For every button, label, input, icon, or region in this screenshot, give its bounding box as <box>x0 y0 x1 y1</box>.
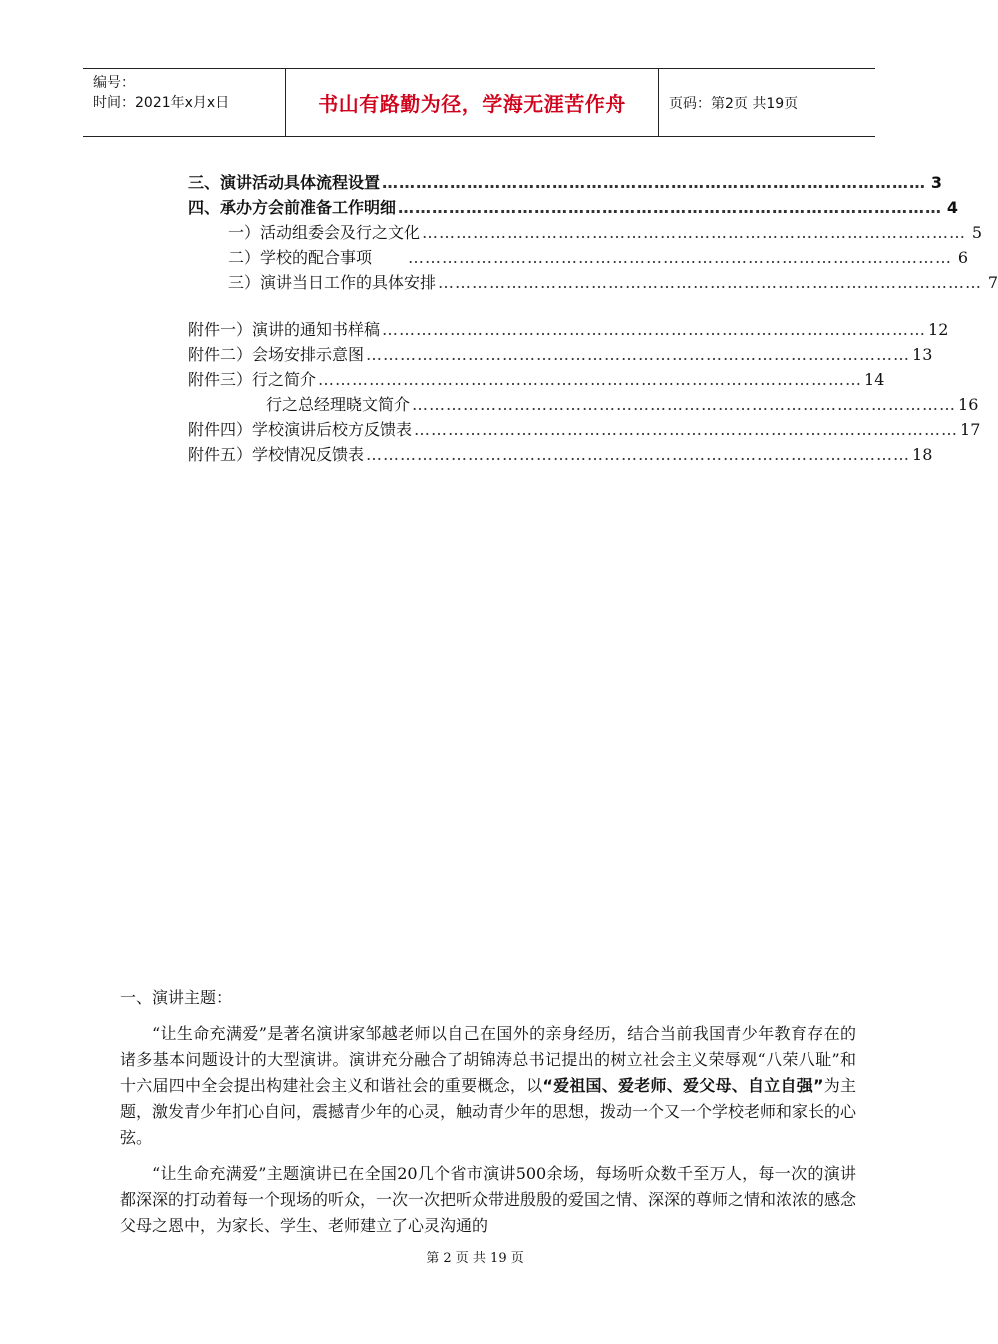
toc-entry-page: 16 <box>958 395 979 414</box>
toc-entry-title: 附件二）会场安排示意图 <box>188 345 365 364</box>
toc-leader: …………………………………………………………………………………… <box>382 320 927 339</box>
toc-entry-page: 5 <box>971 223 983 242</box>
toc-entry[interactable] <box>188 392 979 417</box>
toc-entry-title: 行之总经理晓文简介 <box>266 395 411 414</box>
paragraph-text: 为主题，激发青少年扪心自问，震撼青少年的心灵，触动青少年的思想，拨动一个又一个学校老师和家长的心弦。 <box>120 1076 857 1147</box>
toc-leader: …………………………………………………………………………………… <box>408 248 953 267</box>
toc-entry-title: 三）演讲当日工作的具体安排 <box>228 273 437 292</box>
page-header <box>83 68 875 137</box>
toc-entry-title: 二）学校的配合事项 <box>228 248 373 267</box>
section-title: 一、演讲主题： <box>120 988 233 1007</box>
toc-entry[interactable] <box>188 195 959 220</box>
toc-entry[interactable] <box>188 367 885 392</box>
toc-leader: …………………………………………………………………………………… <box>414 420 959 439</box>
toc-entry-title: 附件三）行之简介 <box>188 370 317 389</box>
toc-entry-page: 14 <box>864 370 885 389</box>
toc-spacer <box>188 295 770 317</box>
toc-entry[interactable] <box>188 245 969 270</box>
toc-entry-page: 7 <box>987 273 998 292</box>
toc-entry[interactable] <box>188 342 933 367</box>
toc-entry[interactable] <box>188 170 943 195</box>
toc-entry-page: 4 <box>946 198 959 217</box>
toc-leader: …………………………………………………………………………………… <box>366 345 911 364</box>
toc-entry-title: 三、演讲活动具体流程设置 <box>188 173 381 192</box>
toc-entry-page: 6 <box>957 248 969 267</box>
emphasis-text: “爱祖国、爱老师、爱父母、自立自强” <box>542 1076 824 1095</box>
paragraph-text: “让生命充满爱”是著名演讲家邹越老师以自己在国外的亲身经历，结合当前我国青少年教育存在的诸多基本问题设计的大型演讲。演讲充分融合了胡锦涛总书记提出的树立社会主义荣辱观“八荣八耻”和十六届四中全会提出构建社会主义和谐社会的重要概念，以 <box>120 1024 856 1095</box>
toc-leader: …………………………………………………………………………………… <box>438 273 983 292</box>
toc-leader: …………………………………………………………………………………… <box>398 198 943 217</box>
header-motto: 书山有路勤为径，学海无涯苦作舟 <box>285 69 659 136</box>
toc-leader: …………………………………………………………………………………… <box>382 173 927 192</box>
number-label: 编号： <box>93 75 135 91</box>
toc-entry[interactable] <box>188 317 949 342</box>
paragraph <box>120 1021 856 1151</box>
toc-entry-title: 附件五）学校情况反馈表 <box>188 445 365 464</box>
toc-leader: …………………………………………………………………………………… <box>366 445 911 464</box>
toc-leader: …………………………………………………………………………………… <box>318 370 863 389</box>
toc-entry[interactable] <box>188 442 933 467</box>
main-text <box>120 985 856 1249</box>
toc-entry-page: 17 <box>960 420 981 439</box>
toc-leader: …………………………………………………………………………………… <box>422 223 967 242</box>
toc-entry[interactable] <box>188 270 998 295</box>
toc-entry[interactable] <box>188 417 981 442</box>
toc-entry[interactable] <box>188 220 983 245</box>
toc-entry-page: 12 <box>928 320 949 339</box>
table-of-contents <box>188 170 998 467</box>
toc-entry-page: 18 <box>912 445 933 464</box>
toc-leader: …………………………………………………………………………………… <box>412 395 957 414</box>
header-info <box>83 69 285 136</box>
header-page-label: 页码：第2页 共19页 <box>669 95 799 112</box>
toc-entry-title: 附件一）演讲的通知书样稿 <box>188 320 381 339</box>
toc-entry-title: 四、承办方会前准备工作明细 <box>188 198 397 217</box>
page-footer: 第 2 页 共 19 页 <box>426 1251 524 1266</box>
toc-entry-title: 附件四）学校演讲后校方反馈表 <box>188 420 413 439</box>
toc-entry-page: 13 <box>912 345 933 364</box>
paragraph: “让生命充满爱”主题演讲已在全国20几个省市演讲500余场，每场听众数千至万人，每一次的演讲都深深的打动着每一个现场的听众，一次一次把听众带进殷殷的爱国之情、深深的尊师之情和浓浓的感念父母之恩中，为家长、学生、老师建立了心灵沟通的 <box>120 1164 857 1235</box>
toc-entry-title: 一）活动组委会及行之文化 <box>228 223 421 242</box>
time-label: 时间：2021年x月x日 <box>93 95 230 111</box>
toc-entry-page: 3 <box>930 173 943 192</box>
